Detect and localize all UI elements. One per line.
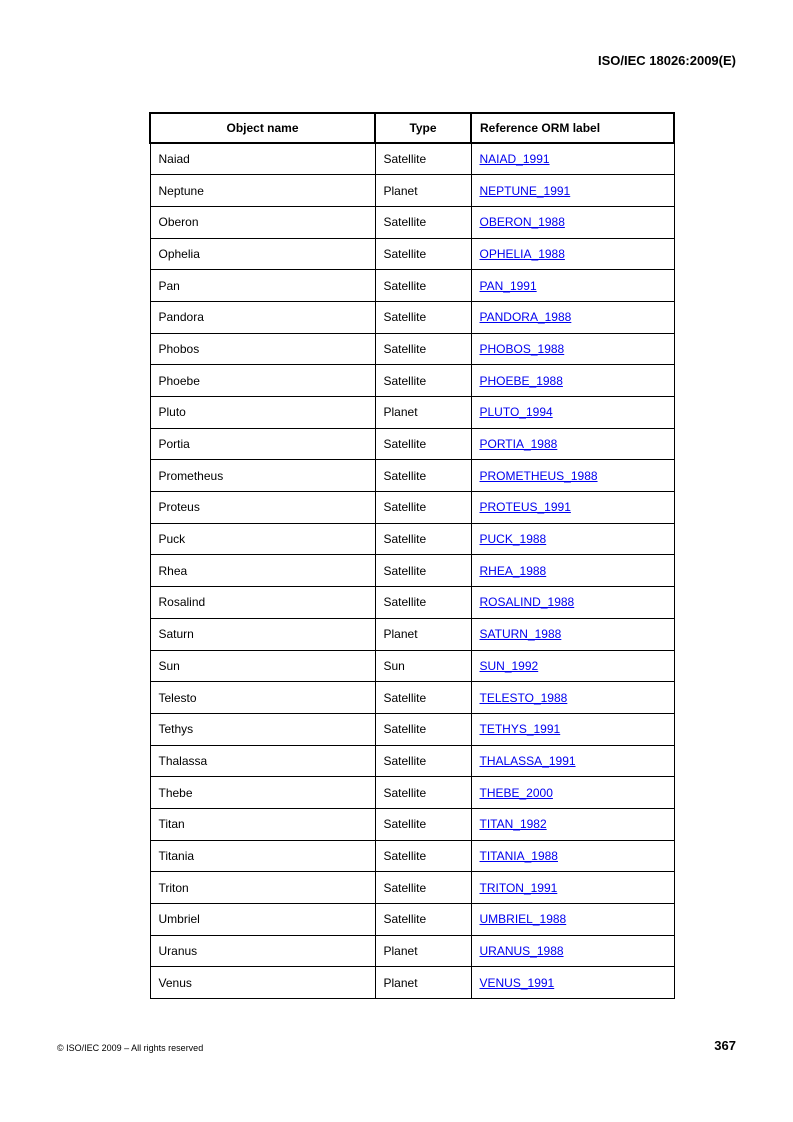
reference-orm-label-cell — [471, 492, 674, 524]
table-row — [150, 460, 674, 492]
orm-label-link[interactable]: PROTEUS_1991 — [479, 500, 571, 515]
reference-orm-label-cell — [471, 397, 674, 429]
table-row — [150, 175, 674, 207]
orm-label-link[interactable]: NEPTUNE_1991 — [479, 183, 571, 198]
object-type-cell: Satellite — [375, 428, 471, 460]
object-name-cell: Rhea — [150, 555, 375, 587]
object-name-cell: Prometheus — [150, 460, 375, 492]
table-row — [150, 587, 674, 619]
table-row — [150, 618, 674, 650]
orm-label-link[interactable]: VENUS_1991 — [479, 975, 555, 990]
orm-label-link[interactable]: PLUTO_1994 — [479, 405, 553, 420]
orm-label-link[interactable]: THEBE_2000 — [479, 785, 553, 800]
reference-orm-label-cell — [471, 428, 674, 460]
orm-label-link[interactable]: TITAN_1982 — [479, 817, 547, 832]
orm-label-link[interactable]: TETHYS_1991 — [479, 722, 561, 737]
column-header-object-name: Object name — [150, 113, 375, 143]
table-row — [150, 967, 674, 999]
reference-orm-label-cell — [471, 777, 674, 809]
table-body — [150, 143, 674, 999]
reference-orm-label-cell — [471, 270, 674, 302]
reference-orm-label-cell — [471, 967, 674, 999]
reference-orm-label-cell — [471, 904, 674, 936]
table-row — [150, 143, 674, 175]
orm-label-link[interactable]: PHOBOS_1988 — [479, 341, 565, 356]
table-row — [150, 333, 674, 365]
object-name-cell: Venus — [150, 967, 375, 999]
table-row — [150, 492, 674, 524]
reference-orm-label-cell — [471, 587, 674, 619]
table-row — [150, 872, 674, 904]
reference-orm-label-cell — [471, 682, 674, 714]
orm-label-link[interactable]: UMBRIEL_1988 — [479, 912, 567, 927]
document-id-header: ISO/IEC 18026:2009(E) — [597, 53, 736, 68]
reference-orm-label-cell — [471, 238, 674, 270]
table-row — [150, 365, 674, 397]
table-row — [150, 650, 674, 682]
object-name-cell: Phobos — [150, 333, 375, 365]
object-name-cell: Puck — [150, 523, 375, 555]
reference-orm-label-cell — [471, 206, 674, 238]
orm-label-link[interactable]: SATURN_1988 — [479, 627, 562, 642]
object-name-cell: Saturn — [150, 618, 375, 650]
object-name-cell: Thebe — [150, 777, 375, 809]
object-type-cell: Planet — [375, 967, 471, 999]
orm-label-link[interactable]: ROSALIND_1988 — [479, 595, 575, 610]
table-row — [150, 682, 674, 714]
object-type-cell: Satellite — [375, 872, 471, 904]
reference-orm-label-cell — [471, 872, 674, 904]
reference-orm-label-cell — [471, 143, 674, 175]
object-name-cell: Titan — [150, 808, 375, 840]
reference-orm-label-cell — [471, 935, 674, 967]
orm-label-link[interactable]: RHEA_1988 — [479, 563, 547, 578]
orm-label-link[interactable]: URANUS_1988 — [479, 944, 564, 959]
object-type-cell: Satellite — [375, 777, 471, 809]
object-type-cell: Planet — [375, 397, 471, 429]
object-name-cell: Pluto — [150, 397, 375, 429]
object-name-cell: Proteus — [150, 492, 375, 524]
table-row — [150, 428, 674, 460]
orm-label-link[interactable]: PANDORA_1988 — [479, 310, 572, 325]
reference-orm-label-cell — [471, 175, 674, 207]
object-name-cell: Thalassa — [150, 745, 375, 777]
object-type-cell: Satellite — [375, 460, 471, 492]
object-type-cell: Satellite — [375, 333, 471, 365]
object-name-cell: Pan — [150, 270, 375, 302]
reference-orm-label-cell — [471, 650, 674, 682]
reference-orm-label-cell — [471, 745, 674, 777]
page-number: 367 — [714, 1038, 736, 1053]
copyright-notice: © ISO/IEC 2009 – All rights reserved — [57, 1043, 204, 1053]
orm-reference-table — [149, 112, 675, 999]
orm-label-link[interactable]: OBERON_1988 — [479, 215, 565, 230]
object-name-cell: Rosalind — [150, 587, 375, 619]
object-name-cell: Phoebe — [150, 365, 375, 397]
object-type-cell: Satellite — [375, 238, 471, 270]
object-type-cell: Satellite — [375, 587, 471, 619]
object-type-cell: Satellite — [375, 492, 471, 524]
object-name-cell: Umbriel — [150, 904, 375, 936]
reference-orm-label-cell — [471, 301, 674, 333]
object-name-cell: Triton — [150, 872, 375, 904]
reference-orm-label-cell — [471, 618, 674, 650]
table-row — [150, 745, 674, 777]
object-type-cell: Sun — [375, 650, 471, 682]
object-type-cell: Satellite — [375, 523, 471, 555]
table-row — [150, 238, 674, 270]
object-name-cell: Sun — [150, 650, 375, 682]
reference-orm-label-cell — [471, 713, 674, 745]
reference-orm-label-cell — [471, 365, 674, 397]
object-type-cell: Satellite — [375, 745, 471, 777]
object-name-cell: Titania — [150, 840, 375, 872]
object-type-cell: Satellite — [375, 840, 471, 872]
table-row — [150, 270, 674, 302]
orm-label-link[interactable]: PORTIA_1988 — [479, 437, 558, 452]
reference-orm-label-cell — [471, 460, 674, 492]
object-name-cell: Uranus — [150, 935, 375, 967]
orm-label-link[interactable]: THALASSA_1991 — [479, 753, 576, 768]
reference-orm-label-cell — [471, 808, 674, 840]
reference-orm-label-cell — [471, 333, 674, 365]
object-name-cell: Oberon — [150, 206, 375, 238]
object-name-cell: Tethys — [150, 713, 375, 745]
table-row — [150, 301, 674, 333]
orm-label-link[interactable]: TRITON_1991 — [479, 880, 558, 895]
object-type-cell: Planet — [375, 935, 471, 967]
object-name-cell: Pandora — [150, 301, 375, 333]
object-name-cell: Portia — [150, 428, 375, 460]
table-row — [150, 777, 674, 809]
table-row — [150, 935, 674, 967]
orm-label-link[interactable]: PROMETHEUS_1988 — [479, 468, 598, 483]
table-row — [150, 904, 674, 936]
object-type-cell: Satellite — [375, 555, 471, 587]
table-header-row — [150, 113, 674, 143]
object-type-cell: Satellite — [375, 713, 471, 745]
object-type-cell: Planet — [375, 618, 471, 650]
reference-orm-label-cell — [471, 840, 674, 872]
object-type-cell: Satellite — [375, 143, 471, 175]
orm-label-link[interactable]: SUN_1992 — [479, 658, 539, 673]
object-type-cell: Satellite — [375, 904, 471, 936]
orm-label-link[interactable]: PUCK_1988 — [479, 532, 547, 547]
object-name-cell: Telesto — [150, 682, 375, 714]
reference-orm-label-cell — [471, 523, 674, 555]
object-type-cell: Satellite — [375, 808, 471, 840]
object-type-cell: Satellite — [375, 682, 471, 714]
orm-label-link[interactable]: TITANIA_1988 — [479, 848, 558, 863]
orm-label-link[interactable]: TELESTO_1988 — [479, 690, 568, 705]
table-row — [150, 840, 674, 872]
table-row — [150, 523, 674, 555]
table-row — [150, 808, 674, 840]
object-type-cell: Satellite — [375, 270, 471, 302]
object-type-cell: Satellite — [375, 365, 471, 397]
table-row — [150, 206, 674, 238]
table-row — [150, 397, 674, 429]
orm-label-link[interactable]: NAIAD_1991 — [479, 152, 550, 167]
orm-label-link[interactable]: OPHELIA_1988 — [479, 246, 565, 261]
object-type-cell: Planet — [375, 175, 471, 207]
object-type-cell: Satellite — [375, 301, 471, 333]
object-name-cell: Naiad — [150, 143, 375, 175]
column-header-type: Type — [375, 113, 471, 143]
orm-label-link[interactable]: PHOEBE_1988 — [479, 373, 563, 388]
table-header — [150, 113, 674, 143]
object-type-cell: Satellite — [375, 206, 471, 238]
reference-orm-label-cell — [471, 555, 674, 587]
table-row — [150, 555, 674, 587]
object-name-cell: Ophelia — [150, 238, 375, 270]
object-name-cell: Neptune — [150, 175, 375, 207]
table-row — [150, 713, 674, 745]
column-header-reference-orm-label: Reference ORM label — [471, 113, 674, 143]
orm-label-link[interactable]: PAN_1991 — [479, 278, 537, 293]
